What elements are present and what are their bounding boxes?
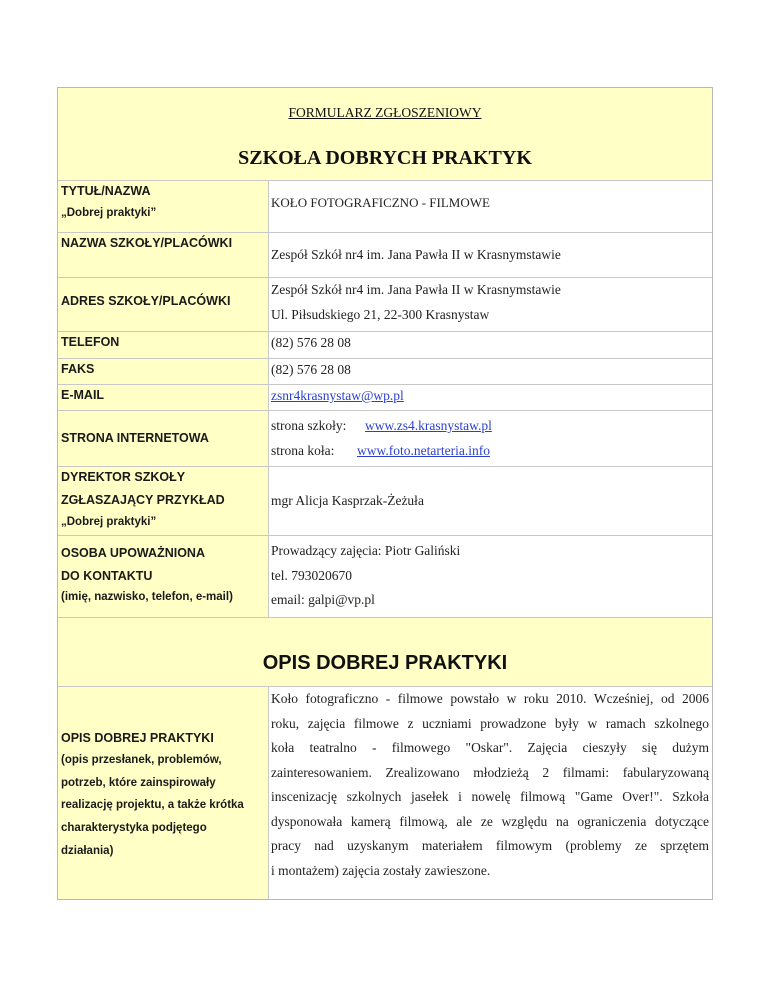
title-value: KOŁO FOTOGRAFICZNO - FILMOWE bbox=[271, 195, 490, 210]
description-line: roku, zajęcia filmowe z uczniami prowadzone były w ramach szkolnego bbox=[271, 715, 709, 731]
description-line: Koło fotograficzno - filmowe powstało w roku 2010. Wcześniej, od 2006 bbox=[271, 691, 709, 706]
description-line: koła teatralno - filmowego "Oskar". Zajęcia cieszyły się dużym bbox=[271, 740, 709, 755]
title-label: TYTUŁ/NAZWA bbox=[61, 184, 151, 198]
description-label-3: potrzeb, które zainspirowały bbox=[61, 777, 216, 789]
contact-label: OSOBA UPOWAŻNIONA bbox=[61, 546, 205, 560]
club-site-link[interactable]: www.foto.netarteria.info bbox=[357, 443, 490, 458]
description-line: pracy nad uzyskanym materiałem filmowym (problemy ze sprzętem bbox=[271, 838, 709, 853]
director-value: mgr Alicja Kasprzak-Żeżuła bbox=[271, 493, 424, 508]
email-link[interactable]: zsnr4krasnystaw@wp.pl bbox=[271, 388, 404, 403]
club-site-label: strona koła: bbox=[271, 443, 335, 458]
description-line: i montażem) zajęcia zostały zawieszone. bbox=[271, 862, 491, 878]
school-site-link[interactable]: www.zs4.krasnystaw.pl bbox=[365, 418, 492, 433]
description-label-cell bbox=[58, 687, 268, 899]
fax-label: FAKS bbox=[61, 362, 95, 376]
contact-label-2: DO KONTAKTU bbox=[61, 569, 153, 583]
address-line2: Ul. Piłsudskiego 21, 22-300 Krasnystaw bbox=[271, 307, 490, 322]
address-line1: Zespół Szkół nr4 im. Jana Pawła II w Krasnymstawie bbox=[271, 282, 561, 297]
main-title: SZKOŁA DOBRYCH PRAKTYK bbox=[238, 147, 532, 169]
description-line: inscenizację szkolnych jasełek i nowelę filmową "Game Over!". Szkoła bbox=[271, 789, 709, 804]
email-label: E-MAIL bbox=[61, 388, 105, 402]
description-text bbox=[271, 691, 709, 887]
section-title: OPIS DOBREJ PRAKTYKI bbox=[262, 652, 508, 674]
school-name-value: Zespół Szkół nr4 im. Jana Pawła II w Krasnymstawie bbox=[271, 247, 561, 262]
school-name-label: NAZWA SZKOŁY/PLACÓWKI bbox=[61, 236, 233, 250]
description-line: zainteresowaniem. Zrealizowano młodzieżą 2 filmami: fabularyzowaną bbox=[271, 764, 709, 780]
form-title: FORMULARZ ZGŁOSZENIOWY bbox=[288, 105, 482, 120]
website-label: STRONA INTERNETOWA bbox=[61, 431, 209, 445]
contact-phone: tel. 793020670 bbox=[271, 568, 352, 583]
contact-person: Prowadzący zajęcia: Piotr Galiński bbox=[271, 543, 461, 558]
form-header bbox=[58, 88, 712, 180]
application-form bbox=[57, 87, 713, 900]
fax-value: (82) 576 28 08 bbox=[271, 362, 351, 377]
director-label-3: „Dobrej praktyki” bbox=[61, 516, 157, 528]
contact-email: email: galpi@vp.pl bbox=[271, 592, 375, 607]
contact-label-3: (imię, nazwisko, telefon, e-mail) bbox=[61, 591, 233, 603]
description-label-2: (opis przesłanek, problemów, bbox=[61, 754, 222, 766]
phone-value: (82) 576 28 08 bbox=[271, 335, 351, 350]
section-header bbox=[58, 618, 712, 686]
director-label: DYREKTOR SZKOŁY bbox=[61, 470, 186, 484]
description-label: OPIS DOBREJ PRAKTYKI bbox=[61, 731, 214, 745]
description-label-5: charakterystyka podjętego bbox=[61, 822, 207, 834]
director-label-2: ZGŁASZAJĄCY PRZYKŁAD bbox=[61, 493, 225, 507]
description-line: dysponowała kamerą filmową, ale ze względu na ograniczenia dotyczące bbox=[271, 813, 709, 829]
address-label: ADRES SZKOŁY/PLACÓWKI bbox=[61, 294, 231, 308]
school-site-label: strona szkoły: bbox=[271, 418, 347, 433]
title-label-sub: „Dobrej praktyki” bbox=[61, 207, 157, 219]
phone-label: TELEFON bbox=[61, 335, 120, 349]
description-label-4: realizację projektu, a także krótka bbox=[61, 799, 244, 811]
description-label-6: działania) bbox=[61, 845, 114, 857]
